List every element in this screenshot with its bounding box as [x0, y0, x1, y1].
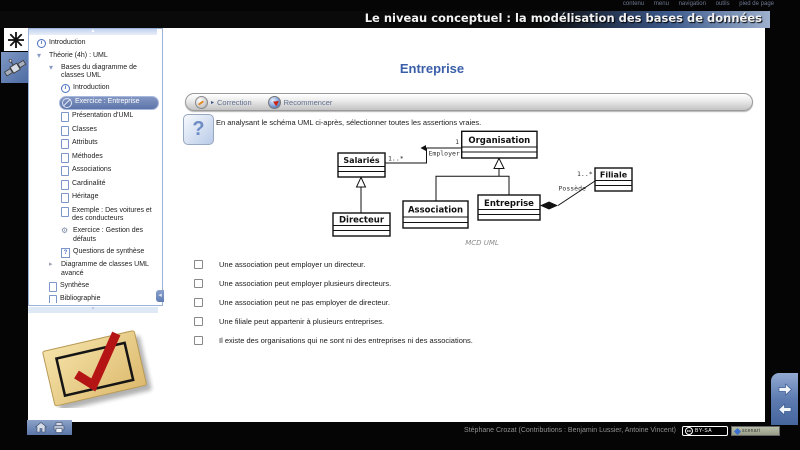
uml-class-filiale [595, 168, 632, 191]
assertion-row: Une association peut employer un directeur. [194, 255, 694, 274]
svg-text:Association: Association [407, 205, 464, 216]
assertion-checkbox-4[interactable] [194, 317, 203, 326]
link-contenu[interactable]: contenu [622, 1, 645, 7]
sidebar-item-synthese[interactable]: Synthèse [32, 281, 159, 293]
cc-license-badge[interactable]: cc BY-SA [682, 426, 728, 436]
sidebar-item-introduction-2[interactable]: i Introduction [32, 83, 159, 94]
uml-class-diagram [330, 128, 660, 253]
site-logo[interactable] [4, 28, 28, 51]
sidebar-item-questions-synthese[interactable]: ? Questions de synthèse [32, 247, 159, 259]
svg-text:Entreprise: Entreprise [484, 199, 534, 209]
outline-scroll-up[interactable]: ▲ [29, 29, 157, 35]
svg-text:Filiale: Filiale [599, 170, 628, 180]
cc-icon: cc [686, 428, 692, 433]
page-icon [61, 153, 69, 163]
restart-button[interactable]: Recommencer [268, 96, 333, 109]
satellite-tile[interactable] [1, 52, 28, 83]
assertion-row: Il existe des organisations qui ne sont ni des entreprises ni des associations. [194, 331, 694, 350]
assertion-checkbox-3[interactable] [194, 298, 203, 307]
assertion-row: Une association peut employer plusieurs directeurs. [194, 274, 694, 293]
possede-label: Possède [558, 184, 586, 193]
page-icon [61, 166, 69, 176]
right-column [765, 28, 800, 422]
sidebar-item-methodes[interactable]: Méthodes [32, 152, 159, 164]
sidebar-item-exercice-gestion-defauts[interactable]: ⚙ Exercice : Gestion des défauts [32, 226, 159, 245]
course-outline-panel [28, 28, 163, 306]
page-icon [61, 112, 69, 122]
sidebar-item-theorie-uml[interactable]: ▾ Théorie (4h) : UML [32, 51, 159, 62]
play-arrow-icon: ▸ [211, 99, 215, 106]
exercise-icon [62, 98, 72, 108]
uml-class-salaries [338, 153, 385, 177]
question-icon: ? [183, 114, 214, 145]
link-menu[interactable]: menu [653, 1, 669, 7]
page-navigation-panel [771, 373, 798, 425]
exercise-checkmark-illustration [34, 330, 158, 408]
page-icon [61, 180, 69, 190]
sidebar-item-presentation-uml[interactable]: Présentation d'UML [32, 111, 159, 123]
uml-class-association [403, 201, 468, 228]
restart-icon [268, 96, 281, 109]
activity-icon [61, 227, 70, 235]
exercise-toolbar [185, 93, 753, 111]
svg-text:Directeur: Directeur [338, 215, 385, 226]
info-icon [37, 39, 46, 48]
previous-page-button[interactable] [777, 403, 793, 416]
svg-text:Organisation: Organisation [468, 135, 531, 146]
page-icon [49, 295, 57, 303]
outline-scroll-down[interactable]: ▼ [28, 307, 158, 313]
svg-text:Salariés: Salariés [343, 156, 380, 165]
association-direction-arrow [421, 145, 427, 151]
page-title: Entreprise [399, 61, 465, 76]
sidebar-item-introduction[interactable]: i Introduction [32, 38, 159, 49]
sidebar-item-associations[interactable]: Associations [32, 165, 159, 177]
assertion-list [194, 255, 694, 350]
chevron-down-icon [49, 64, 58, 72]
page-icon [61, 193, 69, 203]
next-page-button[interactable] [777, 383, 793, 396]
correction-button[interactable]: ▸ Correction [195, 96, 252, 109]
assertion-checkbox-1[interactable] [194, 260, 203, 269]
sidebar-item-bibliographie[interactable]: Bibliographie [32, 294, 159, 303]
sidebar-item-exemple-voitures[interactable]: Exemple : Des voitures et des conducteurs [32, 206, 159, 225]
print-icon[interactable] [53, 422, 65, 433]
page-icon [61, 126, 69, 136]
course-outline-tree [32, 38, 159, 303]
sidebar-item-attributs[interactable]: Attributs [32, 138, 159, 150]
uml-class-organisation [462, 131, 537, 158]
mult-filiale: 1..* [577, 170, 593, 178]
generalization-triangle-salaries [357, 177, 366, 187]
scenari-badge[interactable]: scenari [731, 426, 780, 436]
page-icon [49, 282, 57, 292]
question-page-icon [61, 248, 70, 258]
assertion-checkbox-2[interactable] [194, 279, 203, 288]
link-outils[interactable]: outils [715, 1, 730, 7]
sidebar-item-exercice-entreprise[interactable]: Exercice : Entreprise [32, 96, 159, 110]
mult-salaries: 1..* [388, 154, 404, 163]
course-title: Le niveau conceptuel : la modélisation des bases de données [0, 11, 770, 28]
sidebar-item-heritage[interactable]: Héritage [32, 192, 159, 204]
generalization-triangle-organisation [494, 158, 504, 168]
assertion-row: Une association peut ne pas employer de directeur. [194, 293, 694, 312]
assertion-row: Une filiale peut appartenir à plusieurs entreprises. [194, 312, 694, 331]
link-navigation[interactable]: navigation [678, 1, 706, 7]
sidebar-item-diagramme-avance[interactable]: ▸ Diagramme de classes UML avancé [32, 260, 159, 279]
footer-bar [0, 422, 800, 450]
arrow-left-icon [777, 403, 793, 416]
left-column [0, 28, 28, 450]
diagram-caption: MCD UML [465, 239, 499, 247]
employer-label: Employer [428, 149, 460, 158]
uml-class-directeur [333, 213, 390, 236]
sidebar-collapse-handle[interactable]: ◂ [156, 290, 164, 302]
satellite-icon [2, 55, 28, 81]
page-icon [61, 207, 69, 217]
question-text: En analysant le schéma UML ci-après, sélectionner toutes les assertions vraies. [216, 118, 482, 127]
accessibility-links [615, 1, 774, 7]
correction-icon [195, 96, 208, 109]
sidebar-item-bases-diagramme-classes[interactable]: ▾ Bases du diagramme de classes UML [32, 63, 159, 82]
bottom-tools-panel [27, 420, 72, 435]
star-burst-icon [7, 31, 25, 49]
chevron-right-icon [49, 261, 58, 269]
chevron-down-icon [37, 52, 46, 60]
page-icon [61, 139, 69, 149]
footer-credits: Stéphane Crozat (Contributions : Benjamin Lussier, Antoine Vincent) [464, 427, 676, 434]
composition-diamond [540, 202, 558, 210]
sidebar-item-cardinalite[interactable]: Cardinalité [32, 179, 159, 191]
uml-class-entreprise [478, 195, 540, 220]
arrow-right-icon [777, 383, 793, 396]
link-pied-de-page[interactable]: pied de page [739, 1, 774, 7]
sidebar-item-classes[interactable]: Classes [32, 125, 159, 137]
assertion-checkbox-5[interactable] [194, 336, 203, 345]
info-icon [61, 84, 70, 93]
mult-organisation: 1 [455, 138, 459, 146]
scenari-logo-icon [734, 427, 741, 434]
home-icon[interactable] [35, 422, 47, 433]
